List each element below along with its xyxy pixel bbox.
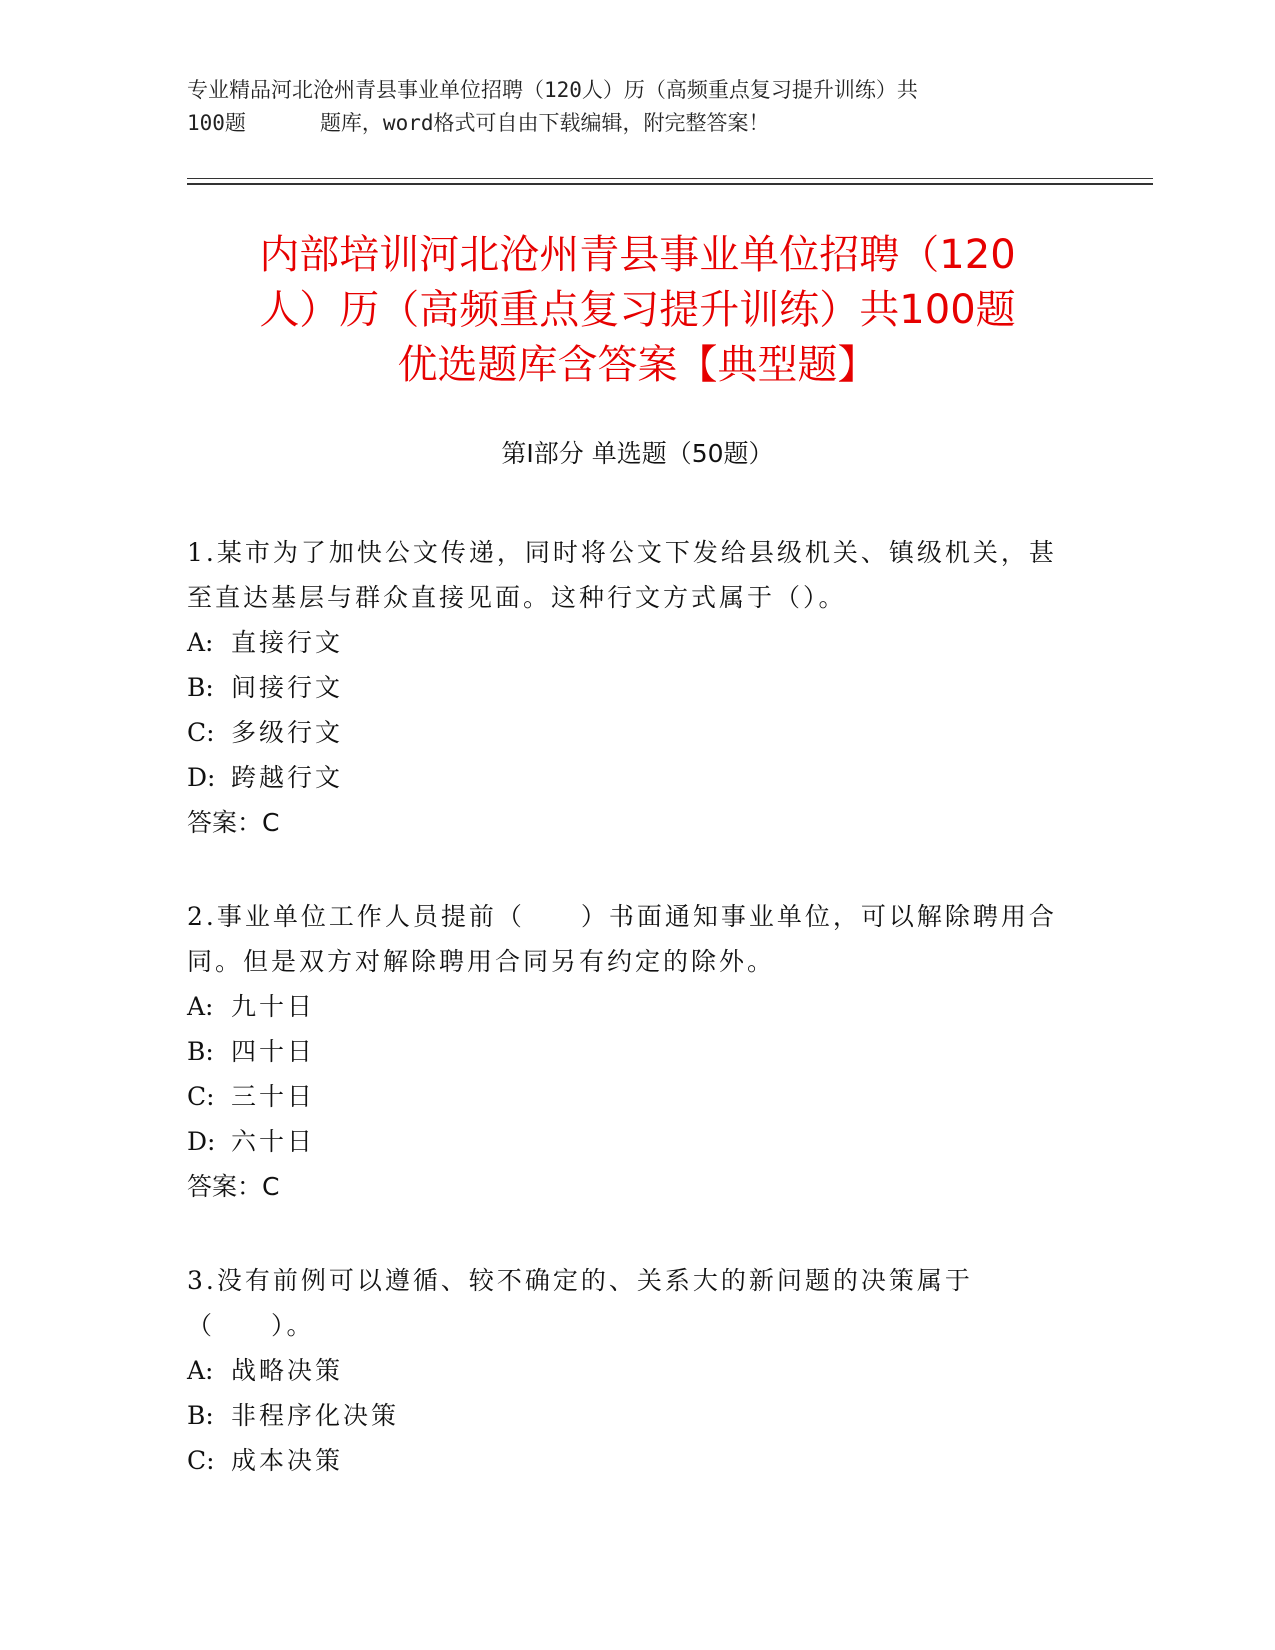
option-key: C: — [187, 1446, 215, 1475]
option-c — [187, 710, 1067, 755]
question-text: 3.没有前例可以遵循、较不确定的、关系大的新问题的决策属于（ ）。 — [187, 1266, 973, 1340]
document-title-line-3: 优选题库含答案【典型题】 — [397, 342, 878, 388]
option-text: 成本决策 — [231, 1446, 344, 1475]
question-2 — [187, 894, 1067, 1210]
option-key: A: — [187, 992, 214, 1021]
option-c — [187, 1438, 1067, 1483]
document-title — [150, 228, 1125, 393]
option-text: 多级行文 — [231, 718, 344, 747]
option-c — [187, 1074, 1067, 1119]
option-a — [187, 984, 1067, 1029]
option-key: C: — [187, 1082, 215, 1111]
header-note-description: 题库，word格式可自由下载编辑，附完整答案！ — [319, 111, 770, 135]
question-1 — [187, 530, 1067, 846]
option-key: B: — [187, 673, 214, 702]
option-text: 九十日 — [231, 992, 316, 1021]
header-divider-thin — [187, 178, 1153, 179]
option-text: 六十日 — [231, 1127, 316, 1156]
section-title: 第I部分 单选题（50题） — [501, 439, 774, 468]
question-list — [187, 530, 1067, 1531]
document-title-line-2: 人）历（高频重点复习提升训练）共100题 — [259, 287, 1016, 333]
option-b — [187, 1029, 1067, 1074]
option-key: D: — [187, 1127, 216, 1156]
option-text: 直接行文 — [231, 628, 344, 657]
header-note — [187, 74, 1067, 140]
option-b — [187, 665, 1067, 710]
option-a — [187, 1348, 1067, 1393]
answer-line: 答案：C — [187, 808, 280, 837]
document-title-line-1: 内部培训河北沧州青县事业单位招聘（120 — [259, 232, 1016, 278]
option-key: A: — [187, 1356, 214, 1385]
option-text: 三十日 — [231, 1082, 316, 1111]
question-3 — [187, 1258, 1067, 1483]
option-key: B: — [187, 1037, 214, 1066]
question-text: 1.某市为了加快公文传递，同时将公文下发给县级机关、镇级机关，甚至直达基层与群众直接见面。这种行文方式属于（）。 — [187, 538, 1057, 612]
option-text: 四十日 — [231, 1037, 316, 1066]
option-key: C: — [187, 718, 215, 747]
option-key: B: — [187, 1401, 214, 1430]
header-divider-thick — [187, 183, 1153, 185]
question-text: 2.事业单位工作人员提前（ ）书面通知事业单位，可以解除聘用合同。但是双方对解除聘用合同另有约定的除外。 — [187, 902, 1057, 976]
option-a — [187, 620, 1067, 665]
option-d — [187, 755, 1067, 800]
header-note-line-2 — [187, 107, 1067, 140]
header-note-count: 100题 — [187, 111, 246, 135]
option-text: 战略决策 — [231, 1356, 344, 1385]
option-key: D: — [187, 763, 216, 792]
option-d — [187, 1119, 1067, 1164]
option-b — [187, 1393, 1067, 1438]
option-text: 间接行文 — [231, 673, 344, 702]
header-note-line-1: 专业精品河北沧州青县事业单位招聘（120人）历（高频重点复习提升训练）共 — [187, 78, 918, 102]
answer-line: 答案：C — [187, 1172, 280, 1201]
option-text: 非程序化决策 — [231, 1401, 400, 1430]
option-text: 跨越行文 — [231, 763, 344, 792]
option-key: A: — [187, 628, 214, 657]
